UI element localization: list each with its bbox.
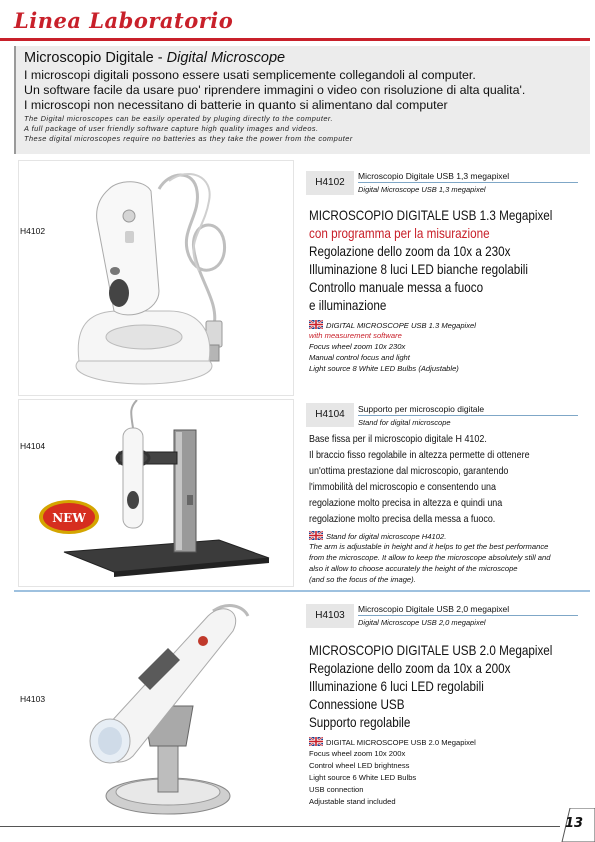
image-label-h4103: H4103 (20, 694, 46, 704)
english-line (309, 531, 446, 542)
intro-heading-en: Digital Microscope (166, 50, 286, 66)
feature-line: Controllo manuale messa a fuoco (309, 280, 484, 295)
feature-line: Supporto regolabile (309, 715, 411, 730)
description-line: un'ottima prestazione dal microscopio, garantendo (309, 466, 509, 477)
section-divider (14, 590, 590, 592)
description-line: Il braccio fisso regolabile in altezza permette di ottenere (309, 450, 530, 461)
english-line: Focus wheel zoom 10x 230x (309, 342, 406, 351)
intro-line-en: These digital microscopes require no batteries as they take the power from the computer (24, 134, 353, 143)
english-line: USB connection (309, 785, 364, 794)
title-underline (0, 38, 590, 41)
product-photo-h4103 (18, 596, 294, 824)
intro-line-it: Un software facile da usare puo' riprendere immagini o video con risoluzione di alta qualita'. (24, 83, 526, 97)
description-line: Base fissa per il microscopio digitale H 4102. (309, 434, 487, 445)
english-line: (and so the focus of the image). (309, 575, 416, 584)
feature-line: Regolazione dello zoom da 10x a 230x (309, 244, 511, 259)
english-line: also it allow to choose accurately the height of the microscope (309, 564, 518, 573)
english-line-text: DIGITAL MICROSCOPE USB 2.0 Megapixel (326, 738, 476, 747)
english-line (309, 737, 476, 748)
feature-line: e illuminazione (309, 298, 387, 313)
product-desc-rule (358, 615, 578, 616)
product-desc-it: Supporto per microscopio digitale (358, 404, 485, 414)
new-badge: NEW (52, 511, 86, 525)
english-line: Light source 6 White LED Bulbs (309, 773, 417, 782)
description-line: l'immobilità del microscopio e consentendo una (309, 482, 496, 493)
uk-flag-icon (309, 531, 323, 540)
feature-line: Connessione USB (309, 697, 405, 712)
english-line: Control wheel LED brightness (309, 761, 410, 770)
product-desc-en: Stand for digital microscope (358, 418, 451, 427)
intro-heading-sep: - (153, 50, 167, 66)
image-label-h4102: H4102 (20, 226, 46, 236)
english-line: Manual control focus and light (309, 353, 410, 362)
feature-line: Illuminazione 8 luci LED bianche regolabili (309, 262, 529, 277)
product-desc-rule (358, 182, 578, 183)
english-line: Light source 8 White LED Bulbs (Adjustable) (309, 364, 459, 373)
uk-flag-icon (309, 320, 323, 329)
microscope-stand-image (19, 400, 293, 586)
english-line: Focus wheel zoom 10x 200x (309, 749, 406, 758)
intro-line-it: I microscopi digitali possono essere usati semplicemente collegandoli al computer. (24, 68, 476, 82)
product-code-h4102: H4102 (306, 171, 354, 195)
feature-line: Illuminazione 6 luci LED regolabili (309, 679, 484, 694)
product-code-h4104: H4104 (306, 403, 354, 427)
english-line (309, 320, 476, 331)
uk-flag-icon (309, 737, 323, 746)
intro-box (14, 46, 590, 154)
intro-line-en: The Digital microscopes can be easily operated by pluging directly to the computer. (24, 114, 334, 123)
english-line-text: DIGITAL MICROSCOPE USB 1.3 Megapixel (326, 321, 476, 330)
intro-heading (24, 50, 285, 66)
page-number: 13 (565, 816, 584, 831)
product-code-h4103: H4103 (306, 604, 354, 628)
english-line: from the microscope. It allow to keep the microscope absolutely still and (309, 553, 551, 562)
english-line: Adjustable stand included (309, 797, 396, 806)
feature-line: MICROSCOPIO DIGITALE USB 1.3 Megapixel (309, 208, 553, 223)
english-line-highlight: with measurement software (309, 331, 402, 340)
product-desc-en: Digital Microscope USB 1,3 megapixel (358, 185, 486, 194)
usb-microscope-stand-image (18, 596, 294, 822)
intro-line-en: A full package of user friendly software capture high quality images and videos. (24, 124, 319, 133)
product-desc-rule (358, 415, 578, 416)
image-label-h4104: H4104 (20, 441, 46, 451)
intro-heading-it: Microscopio Digitale (24, 50, 154, 66)
product-desc-en: Digital Microscope USB 2,0 megapixel (358, 618, 486, 627)
feature-line: MICROSCOPIO DIGITALE USB 2.0 Megapixel (309, 643, 553, 658)
footer-rule (0, 826, 560, 827)
page-title: Linea Laboratorio (14, 8, 234, 33)
description-line: regolazione molto precisa in altezza e quindi una (309, 498, 503, 509)
product-desc-it: Microscopio Digitale USB 1,3 megapixel (358, 171, 510, 181)
feature-line: Regolazione dello zoom da 10x a 200x (309, 661, 511, 676)
description-line: regolazione molto precisa della messa a fuoco. (309, 514, 496, 525)
title-bar (0, 0, 595, 44)
product-desc-it: Microscopio Digitale USB 2,0 megapixel (358, 604, 510, 614)
usb-microscope-image (19, 161, 293, 395)
english-line-text: Stand for digital microscope H4102. (326, 532, 447, 541)
product-photo-h4104 (18, 399, 294, 587)
intro-line-it: I microscopi non necessitano di batterie in quanto si alimentano dal computer (24, 98, 448, 112)
feature-line-highlight: con programma per la misurazione (309, 226, 490, 241)
english-line: The arm is adjustable in height and it helps to get the best performance (309, 542, 549, 551)
product-photo-h4102 (18, 160, 294, 396)
